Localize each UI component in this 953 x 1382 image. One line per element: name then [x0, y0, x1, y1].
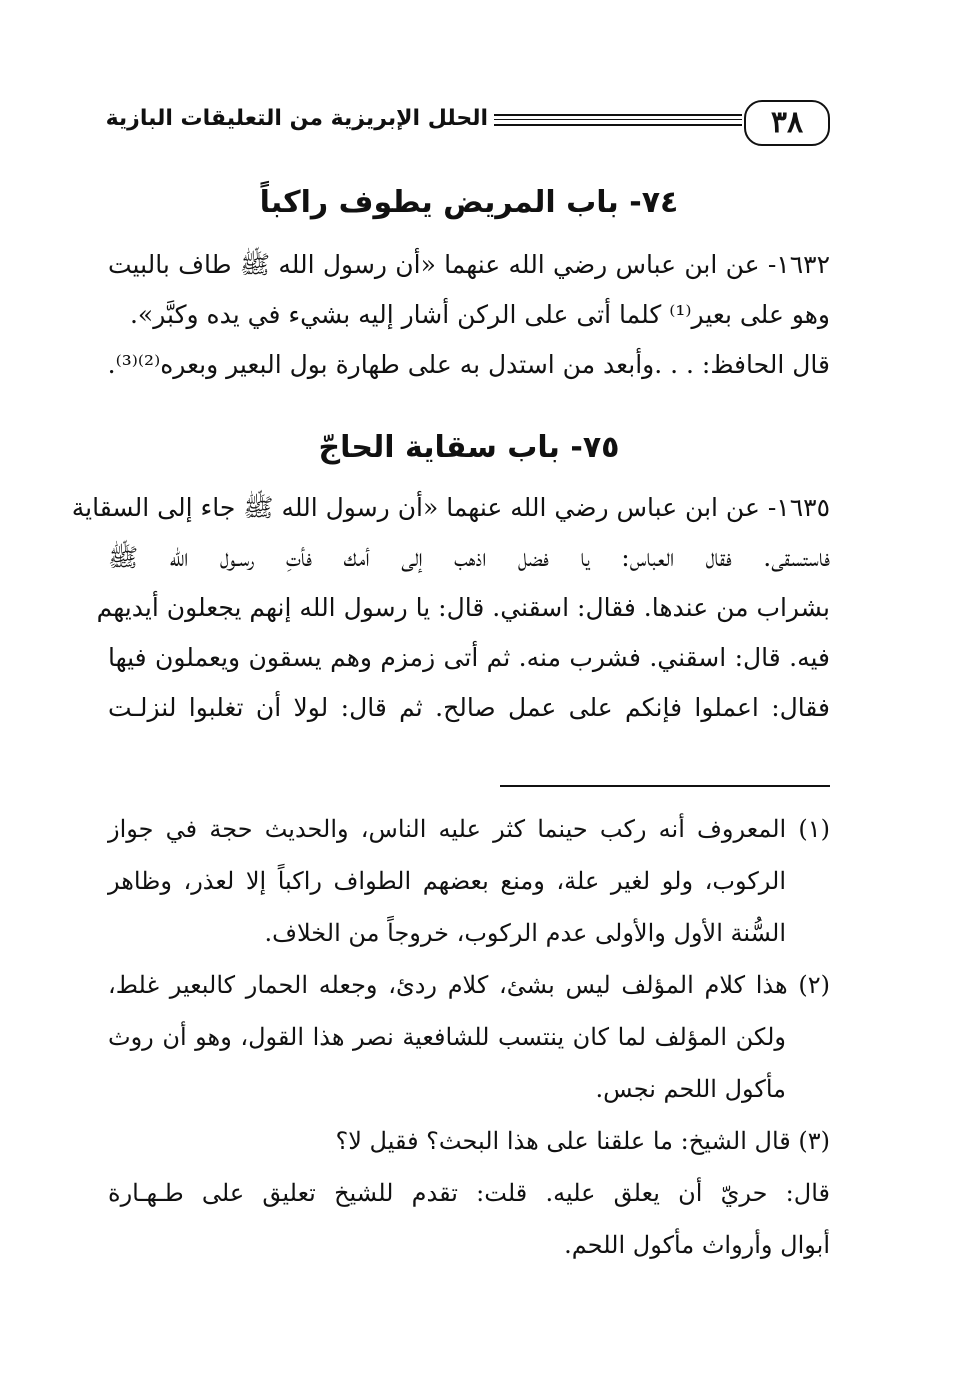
footnote-3: [108, 1115, 830, 1271]
footnote-line: قال: حريّ أن يعلق عليه. قلت: تقدم للشيخ تعليق على طـهـارة: [108, 1179, 830, 1207]
footnote-line: أبوال وأرواث مأكول اللحم.: [564, 1231, 830, 1259]
footnote-line: (٢) هذا كلام المؤلف ليس بشئ، كلام ردئ، وجعله الحمار كالبعير غلط،: [108, 971, 830, 999]
footnote-line: الركوب، ولو لغير علة، ومنع بعضهم الطواف راكباً إلا لعذر، وظاهر: [108, 867, 786, 895]
chapter-74-title: ٧٤- باب المريض يطوف راكباً: [259, 185, 679, 220]
text-line: ١٦٣٥- عن ابن عباس رضي الله عنهما «أن رسول الله ﷺ جاء إلى السقاية: [71, 493, 830, 522]
footnote-line: (٣) قال الشيخ: ما علقنا على هذا البحث؟ فقيل لا؟: [335, 1127, 830, 1155]
text-line: فيه. قال: اسقني. فشرب منه. ثم أتى زمزم وهم يسقون ويعملون فيها: [108, 643, 830, 672]
running-title: الحلل الإبريزية من التعليقات البازية: [105, 106, 488, 131]
header-rule: [494, 114, 742, 126]
footnote-line: (١) المعروف أنه ركب حينما كثر عليه الناس، والحديث حجة في جواز: [108, 815, 830, 843]
text-line: فقال: اعملوا فإنكم على عمل صالح. ثم قال: لولا أن تغلبوا لنزلـت: [108, 693, 830, 722]
footnote-1: [108, 803, 830, 959]
text-line: وهو على بعير⁽¹⁾ كلما أتى على الركن أشار إليه بشيء في يده وكبَّر».: [129, 300, 830, 329]
footnote-2: [108, 959, 830, 1115]
running-header: [105, 100, 830, 150]
footnote-line: السُّنة الأول والأولى عدم الركوب، خروجاً من الخلاف.: [264, 919, 786, 947]
footnote-separator: [500, 785, 830, 787]
text-line: قال الحافظ: . . .وأبعد من استدل به على طهارة بول البعير وبعره⁽²⁾⁽³⁾.: [107, 350, 830, 379]
footnote-line: ولكن المؤلف لما كان ينتسب للشافعية نصر هذا القول، وهو أن روث: [108, 1023, 786, 1051]
book-page: [71, 90, 830, 1290]
text-line: بشراب من عندها. فقال: اسقني. قال: يا رسول الله إنهم يجعلون أيديهم: [96, 593, 830, 622]
chapter-74-text: [108, 240, 830, 390]
footnote-line: مأكول اللحم نجس.: [595, 1075, 786, 1103]
chapter-75-title: ٧٥- باب سقاية الحاجّ: [318, 430, 620, 465]
text-line: فاستسقى. فقال العباس: يا فضل اذهب إلى أمك فأتِ رسـول الله ﷺ: [108, 543, 830, 572]
page-number: ٣٨: [744, 100, 830, 146]
chapter-75-text: [71, 483, 830, 733]
text-line: ١٦٣٢- عن ابن عباس رضي الله عنهما «أن رسول الله ﷺ طاف بالبيت: [108, 250, 830, 279]
